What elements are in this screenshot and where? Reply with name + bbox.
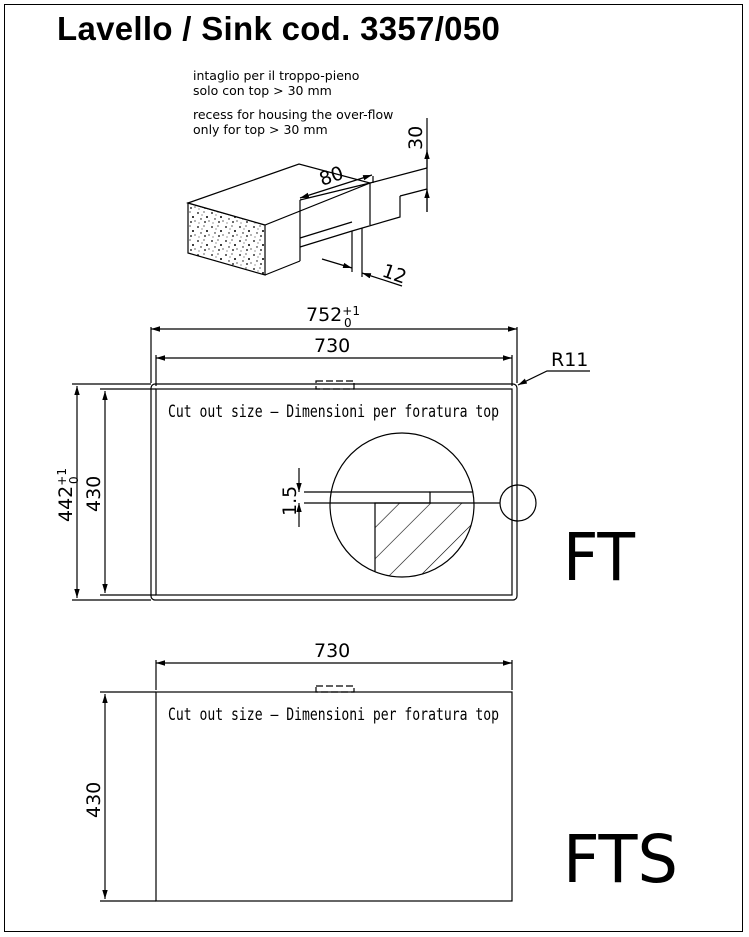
ft-plan-view	[72, 327, 590, 600]
fts-height-label: 430	[83, 781, 105, 818]
fts-plan-view	[100, 660, 512, 901]
note-en-line2: only for top > 30 mm	[193, 122, 328, 137]
dim-30-label: 30	[405, 125, 427, 150]
ft-model-code: FT	[563, 519, 636, 596]
ft-height-outer-label: $442^{+1}0$	[55, 468, 81, 522]
fts-model-code: FTS	[563, 821, 678, 898]
fts-cutout-label: Cut out size – Dimensioni per foratura top	[168, 705, 499, 725]
fts-width-label: 730	[314, 640, 351, 662]
ft-cutout-label: Cut out size – Dimensioni per foratura top	[168, 402, 499, 422]
dim-12-label: 12	[379, 259, 410, 289]
dim-80-label: 80	[316, 162, 347, 191]
ft-radius-label: R11	[551, 349, 589, 371]
drawing-title: Lavello / Sink cod. 3357/050	[57, 10, 501, 47]
section-callout-circle	[500, 485, 536, 521]
ft-height-inner-label: 430	[83, 475, 105, 512]
note-en-line1: recess for housing the over-flow	[193, 107, 394, 122]
ft-width-inner-label: 730	[314, 335, 351, 357]
ft-detail-dim-label: 1.5	[279, 485, 301, 516]
note-it-line2: solo con top > 30 mm	[193, 83, 332, 98]
note-it-line1: intaglio per il troppo-pieno	[193, 68, 360, 83]
ft-width-outer-label: $752^{+1}$ 0	[306, 304, 360, 330]
